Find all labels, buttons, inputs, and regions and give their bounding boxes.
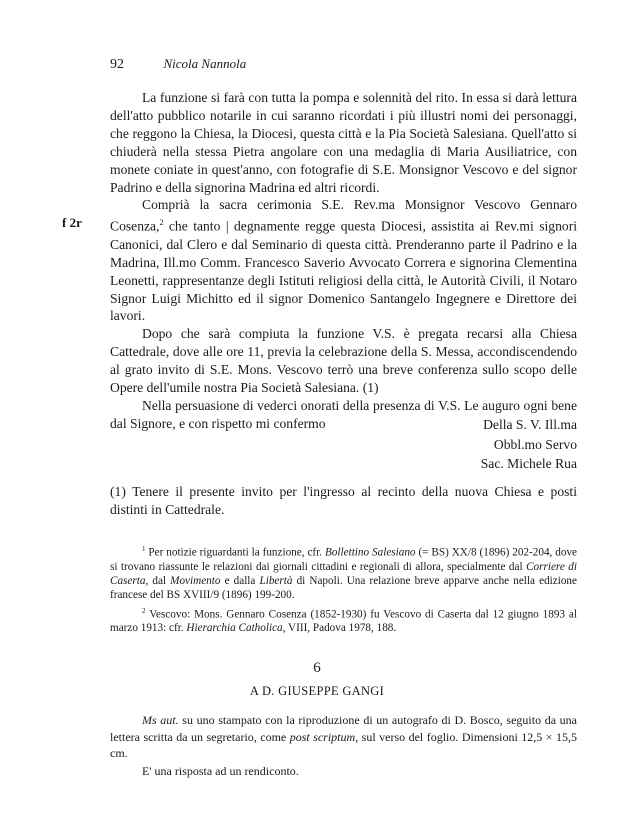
footnote-1-text-a: Per notizie riguardanti la funzione, cfr.	[148, 546, 325, 559]
footnote-2-text-b: , VIII, Padova 1978, 188.	[282, 622, 397, 635]
paragraph-2	[110, 196, 577, 325]
document-description	[110, 712, 577, 762]
document-title: A D. GIUSEPPE GANGI	[249, 684, 385, 698]
footnote-2	[110, 604, 577, 636]
footnote-1-text-b: (= BS) XX/8 (1896) 202-204, dove si trovano riassunte le relazioni dai giornali cittadini e regionali di allora, specialmente dal	[110, 546, 577, 573]
footnote-1-text-d: e dalla	[220, 575, 260, 588]
footnote-1-title-1: Bollettino Salesiano	[324, 546, 416, 559]
description-text	[110, 712, 577, 762]
running-header	[110, 56, 246, 73]
paragraph-4: Nella persuasione di vederci onorati della presenza di V.S. Le auguro ogni bene dal Signore, e con rispetto mi confermo	[110, 397, 577, 431]
footnote-2-title: Hierarchia Catholica	[186, 622, 283, 635]
paragraph-1: La funzione si farà con tutta la pompa e solennità del rito. In essa si darà lettura dell'atto pubblico notarile in cui saranno ricordati i più illustri nomi dei personaggi, che reggono la Chiesa, la Diocesi, questa città e la Pia Società Salesiana. Quell'atto si chiuderà nella stessa Pietra angolare con una medaglia di Maria Ausiliatrice, con monete coniate in quest'anno, con fotografie di S.E. Monsignor Vescovo e del signor Padrino e della signorina Madrina ed altri ricordi.	[110, 90, 577, 195]
postscript-text: (1) Tenere il presente invito per l'ingresso al recinto della nuova Chiesa e posti distinti in Cattedrale.	[110, 484, 577, 517]
footnote-2-number: 2	[142, 606, 146, 615]
footnote-1-text-c: , dal	[145, 575, 171, 588]
paragraph-3: Dopo che sarà compiuta la funzione V.S. è pregata recarsi alla Chiesa Cattedrale, dove alle ore 11, previa la celebrazione della S. Messa, accondiscendendo al grato invito di S.E. Mons. Vescovo terrò una breve conferenza sullo scopo delle Opere dell'umile nostra Pia Società Salesiana. (1)	[110, 326, 577, 396]
footnote-1-title-3: Movimento	[170, 575, 221, 588]
footnotes	[110, 542, 577, 637]
footnote-ref-2[interactable]: 2	[159, 218, 164, 228]
signature-line-1: Della S. V. Ill.ma	[483, 417, 577, 432]
description-ms: Ms aut.	[142, 713, 179, 727]
paragraph-2-start: Comprià la sacra cerimonia S.E. Rev.ma Monsignor Vescovo Gennaro Cosenza,	[110, 197, 577, 234]
footnote-1-title-4: Libertà	[259, 575, 293, 588]
page-number: 92	[110, 57, 124, 72]
footnote-1	[110, 542, 577, 603]
closing-note: E' una risposta ad un rendiconto.	[142, 764, 299, 778]
footnote-1-number: 1	[142, 545, 146, 553]
letter-body	[110, 89, 577, 433]
description-text-b: , sul verso del foglio. Dimensioni 12,5 × 15,5 cm.	[110, 729, 577, 760]
running-author: Nicola Nannola	[163, 56, 247, 71]
signature-line-3: Sac. Michele Rua	[480, 456, 577, 471]
description-text-a: su uno stampato con la riproduzione di un autografo di D. Bosco, seguito da una lettera scritta da un segretario, come	[110, 713, 578, 744]
footnote-1-text-e: di Napoli. Una relazione breve apparve anche nella edizione francese del BS XVIII/9 (1896) 199-200.	[110, 575, 577, 602]
document-number: 6	[313, 660, 321, 676]
footnote-2-text-a: Vescovo: Mons. Gennaro Cosenza (1852-1930) fu Vescovo di Caserta dal 12 giugno 1893 al marzo 1913: cfr.	[110, 608, 577, 635]
paragraph-2-rest: che tanto | degnamente regge questa Diocesi, assistita ai Rev.mi signori Canonici, dal Clero e dal Seminario di questa città. Prenderanno parte il Padrino e la Madrina, Ill.mo Comm. Francesco Saverio Avvocato Correra e signorina Clementina Leonetti, rappresentanze degli Istituti religiosi della città, le Autorità Civili, il Notaro Signor Luigi Michitto ed il signor Domenico Santangelo Ingegnere e Direttore dei lavori.	[110, 218, 577, 324]
description-post-scriptum: post scriptum	[289, 729, 356, 744]
signature-block	[110, 415, 577, 474]
folio-marginal-note: f 2r	[62, 215, 82, 230]
signature-line-2: Obbl.mo Servo	[493, 436, 577, 452]
footnote-1-title-2: Corriere di Caserta	[110, 560, 577, 588]
postscript	[110, 483, 577, 519]
